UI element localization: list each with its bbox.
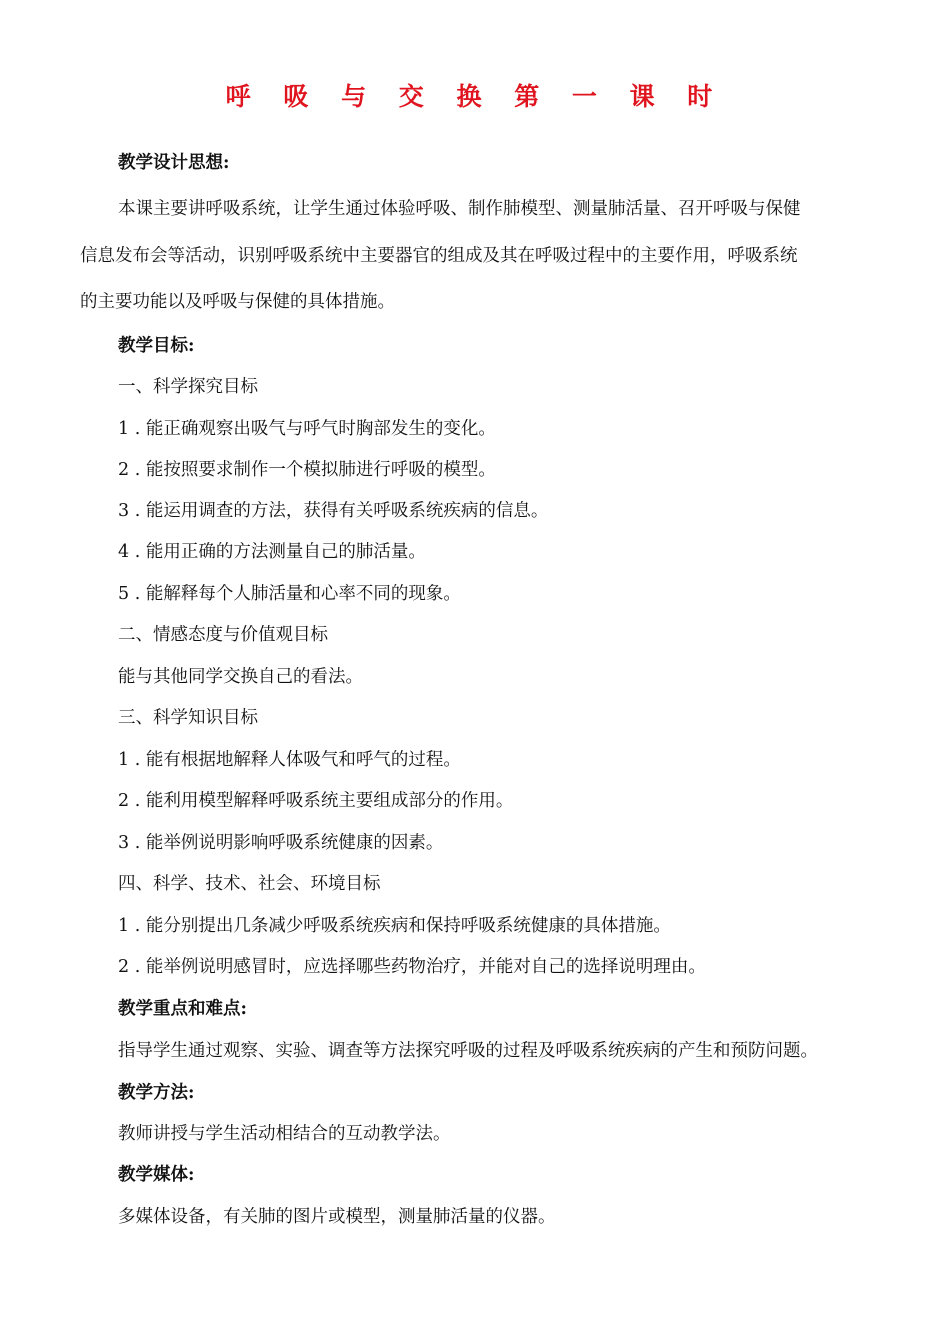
goal1-item: 2 . 能按照要求制作一个模拟肺进行呼吸的模型。 bbox=[118, 460, 496, 480]
design-paragraph-line-2: 信息发布会等活动，识别呼吸系统中主要器官的组成及其在呼吸过程中的主要作用，呼吸系统 bbox=[80, 246, 798, 266]
keypoints-text: 指导学生通过观察、实验、调查等方法探究呼吸的过程及呼吸系统疾病的产生和预防问题。 bbox=[118, 1041, 818, 1061]
method-heading: 教学方法: bbox=[118, 1083, 195, 1103]
method-text: 教师讲授与学生活动相结合的互动教学法。 bbox=[118, 1124, 451, 1144]
goal1-item: 5 . 能解释每个人肺活量和心率不同的现象。 bbox=[118, 584, 461, 604]
media-heading: 教学媒体: bbox=[118, 1165, 195, 1185]
goal2-text: 能与其他同学交换自己的看法。 bbox=[118, 667, 363, 687]
goal3-item: 2 . 能利用模型解释呼吸系统主要组成部分的作用。 bbox=[118, 791, 514, 811]
goal3-heading: 三、科学知识目标 bbox=[118, 708, 258, 728]
design-heading: 教学设计思想: bbox=[118, 153, 230, 173]
goal4-heading: 四、科学、技术、社会、环境目标 bbox=[118, 874, 381, 894]
design-paragraph-line-3: 的主要功能以及呼吸与保健的具体措施。 bbox=[80, 292, 395, 312]
goal1-item: 1 . 能正确观察出吸气与呼气时胸部发生的变化。 bbox=[118, 419, 496, 439]
goals-heading: 教学目标: bbox=[118, 336, 195, 356]
goal4-item: 2 . 能举例说明感冒时，应选择哪些药物治疗，并能对自己的选择说明理由。 bbox=[118, 957, 706, 977]
goal1-heading: 一、科学探究目标 bbox=[118, 377, 258, 397]
design-paragraph-line-1: 本课主要讲呼吸系统，让学生通过体验呼吸、制作肺模型、测量肺活量、召开呼吸与保健 bbox=[118, 199, 801, 219]
goal1-item: 4 . 能用正确的方法测量自己的肺活量。 bbox=[118, 542, 426, 562]
goal4-item: 1 . 能分别提出几条减少呼吸系统疾病和保持呼吸系统健康的具体措施。 bbox=[118, 916, 671, 936]
goal1-item: 3 . 能运用调查的方法，获得有关呼吸系统疾病的信息。 bbox=[118, 501, 549, 521]
media-text: 多媒体设备，有关肺的图片或模型，测量肺活量的仪器。 bbox=[118, 1207, 556, 1227]
keypoints-heading: 教学重点和难点: bbox=[118, 999, 247, 1019]
document-title: 呼 吸 与 交 换 第 一 课 时 bbox=[225, 82, 725, 111]
goal3-item: 3 . 能举例说明影响呼吸系统健康的因素。 bbox=[118, 833, 444, 853]
goal3-item: 1 . 能有根据地解释人体吸气和呼气的过程。 bbox=[118, 750, 461, 770]
goal2-heading: 二、情感态度与价值观目标 bbox=[118, 625, 328, 645]
